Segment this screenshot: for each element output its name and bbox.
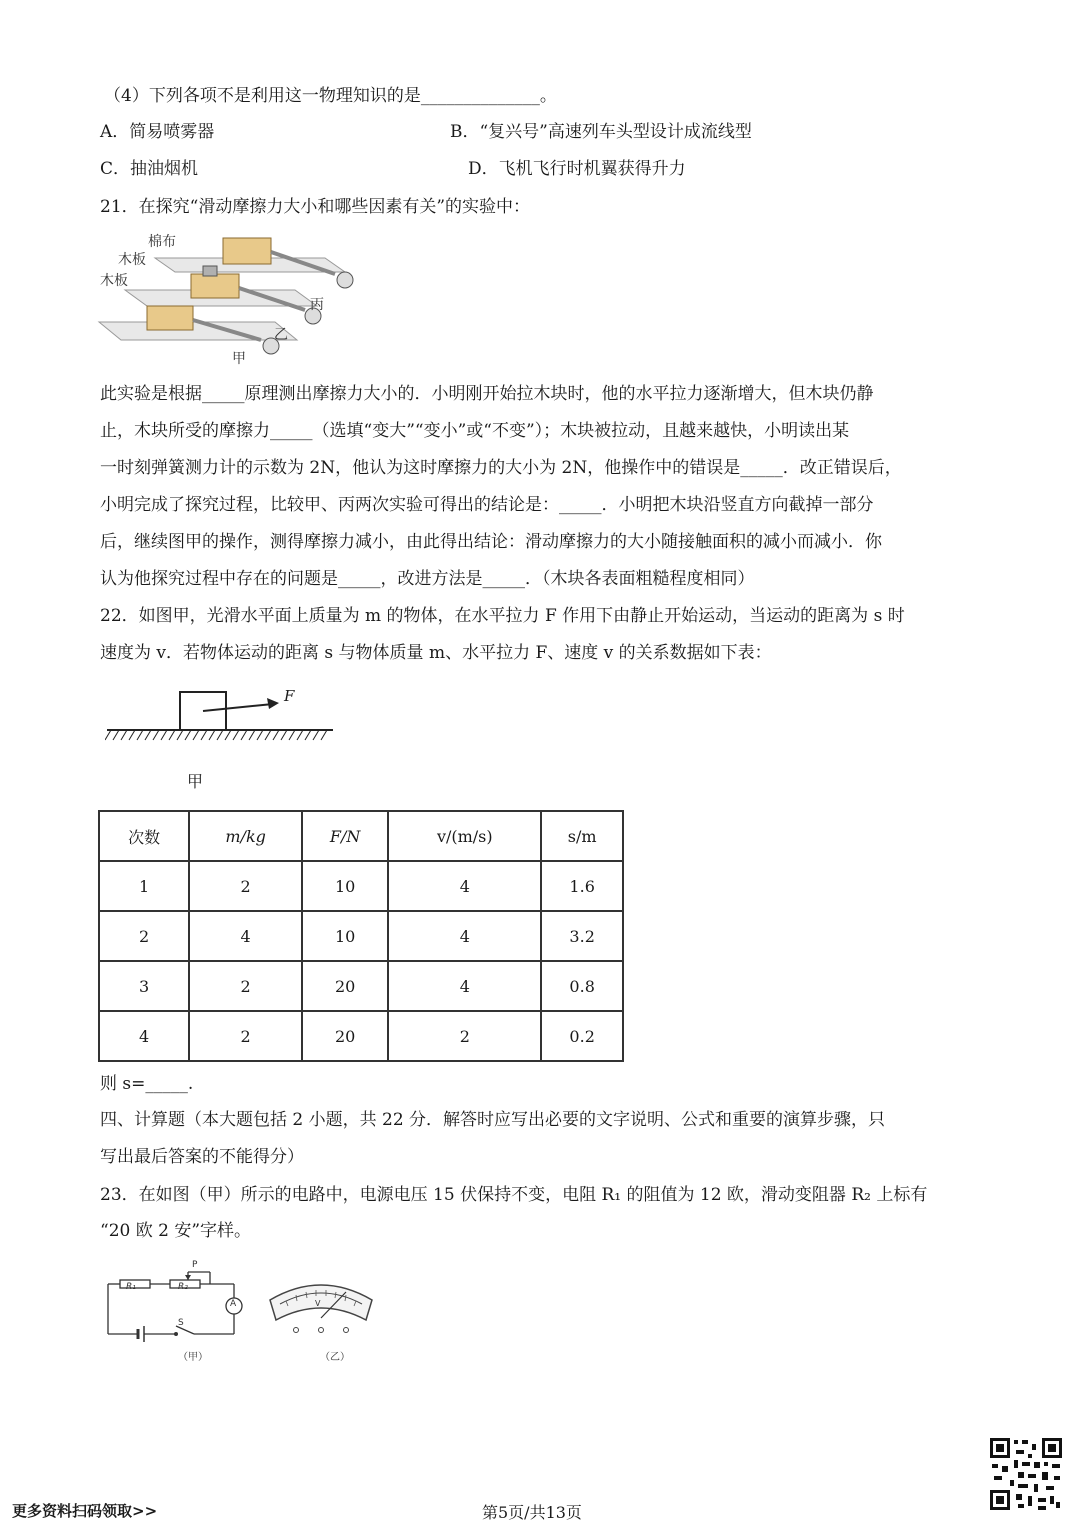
- q21-line-6: 认为他探究过程中存在的问题是_____，改进方法是_____．（木块各表面粗糙程度相同）: [100, 569, 755, 589]
- cell: 1: [99, 861, 189, 911]
- q23-line-2: “20 欧 2 安”字样。: [100, 1221, 252, 1241]
- q21-line-1: 此实验是根据_____原理测出摩擦力大小的．小明刚开始拉木块时，他的水平拉力逐渐增大，但木块仍静: [100, 384, 874, 404]
- cell: 2: [388, 1011, 541, 1061]
- force-block-figure: [105, 682, 335, 744]
- cell: 20: [302, 961, 388, 1011]
- q20-option-a: A．简易喷雾器: [100, 122, 215, 142]
- voltmeter-dial: [266, 1276, 376, 1336]
- label-muban-1: 木板: [118, 252, 146, 268]
- header-velocity: v/(m/s): [388, 811, 541, 861]
- header-force: F/N: [302, 811, 388, 861]
- page-number: 第5页/共13页: [482, 1503, 582, 1522]
- q23-line-1: 23．在如图（甲）所示的电路中，电源电压 15 伏保持不变，电阻 R₁ 的阻值为 12 欧，滑动变阻器 R₂ 上标有: [100, 1185, 928, 1205]
- cell: 20: [302, 1011, 388, 1061]
- cell: 2: [99, 911, 189, 961]
- section4-line-1: 四、计算题（本大题包括 2 小题，共 22 分．解答时应写出必要的文字说明、公式和重要的演算步骤，只: [100, 1110, 886, 1130]
- label-jia: 甲: [232, 351, 246, 367]
- cell: 2: [189, 961, 302, 1011]
- table-row: [99, 1011, 623, 1061]
- label-p: P: [192, 1260, 198, 1270]
- cell: 4: [388, 911, 541, 961]
- ammeter-label: A: [230, 1299, 237, 1309]
- cell: 3.2: [541, 911, 623, 961]
- cell: 3: [99, 961, 189, 1011]
- cell: 10: [302, 911, 388, 961]
- q22-answer: 则 s=_____.: [100, 1074, 194, 1094]
- header-count: 次数: [99, 811, 189, 861]
- q21-title: 21．在探究“滑动摩擦力大小和哪些因素有关”的实验中：: [100, 197, 531, 217]
- cell: 10: [302, 861, 388, 911]
- q21-line-3: 一时刻弹簧测力计的示数为 2N，他认为这时摩擦力的大小为 2N，他操作中的错误是_____．改正错误后，: [100, 458, 902, 478]
- qr-code: [988, 1436, 1064, 1512]
- label-s: S: [178, 1318, 184, 1328]
- q21-line-4: 小明完成了探究过程，比较甲、丙两次实验可得出的结论是：_____．小明把木块沿竖直方向截掉一部分: [100, 495, 874, 515]
- cell: 2: [189, 1011, 302, 1061]
- q22-line-1: 22．如图甲，光滑水平面上质量为 m 的物体，在水平拉力 F 作用下由静止开始运动，当运动的距离为 s 时: [100, 606, 905, 626]
- label-mianbu: 棉布: [148, 234, 176, 250]
- cell: 4: [99, 1011, 189, 1061]
- q21-line-5: 后，继续图甲的操作，测得摩擦力减小，由此得出结论：滑动摩擦力的大小随接触面积的减小而减小．你: [100, 532, 882, 552]
- data-table: [98, 810, 624, 1062]
- q20-option-d: D．飞机飞行时机翼获得升力: [468, 159, 686, 179]
- label-muban-2: 木板: [100, 273, 128, 289]
- q20-option-b: B．“复兴号”高速列车头型设计成流线型: [450, 122, 752, 142]
- label-r2: R₂: [178, 1282, 188, 1292]
- label-yi: 乙: [274, 327, 288, 343]
- cell: 2: [189, 861, 302, 911]
- table-row: [99, 961, 623, 1011]
- cell: 0.8: [541, 961, 623, 1011]
- table-header-row: [99, 811, 623, 861]
- q20-option-c: C．抽油烟机: [100, 159, 199, 179]
- table-row: [99, 861, 623, 911]
- cell: 4: [388, 961, 541, 1011]
- footer-promo-text: 更多资料扫码领取>>: [12, 1502, 158, 1520]
- figure-caption-jia: 甲: [187, 772, 204, 791]
- header-mass: m/kg: [189, 811, 302, 861]
- cell: 0.2: [541, 1011, 623, 1061]
- q21-line-2: 止，木块所受的摩擦力_____（选填“变大”“变小”或“不变”）；木块被拉动，且越来越快，小明读出某: [100, 421, 850, 441]
- section4-line-2: 写出最后答案的不能得分）: [100, 1147, 304, 1167]
- table-row: [99, 911, 623, 961]
- label-bing: 丙: [310, 297, 324, 313]
- q20-part4: （4）下列各项不是利用这一物理知识的是______________。: [104, 86, 557, 106]
- circuit-caption: （甲）: [178, 1352, 208, 1363]
- label-r1: R₁: [126, 1282, 136, 1292]
- cell: 4: [189, 911, 302, 961]
- cell: 1.6: [541, 861, 623, 911]
- voltmeter-label: V: [315, 1299, 321, 1308]
- circuit-diagram: [100, 1262, 250, 1342]
- meter-caption: （乙）: [320, 1352, 350, 1363]
- header-distance: s/m: [541, 811, 623, 861]
- q22-line-2: 速度为 v．若物体运动的距离 s 与物体质量 m、水平拉力 F、速度 v 的关系数据如下表：: [100, 643, 772, 663]
- force-label: F: [284, 687, 295, 705]
- cell: 4: [388, 861, 541, 911]
